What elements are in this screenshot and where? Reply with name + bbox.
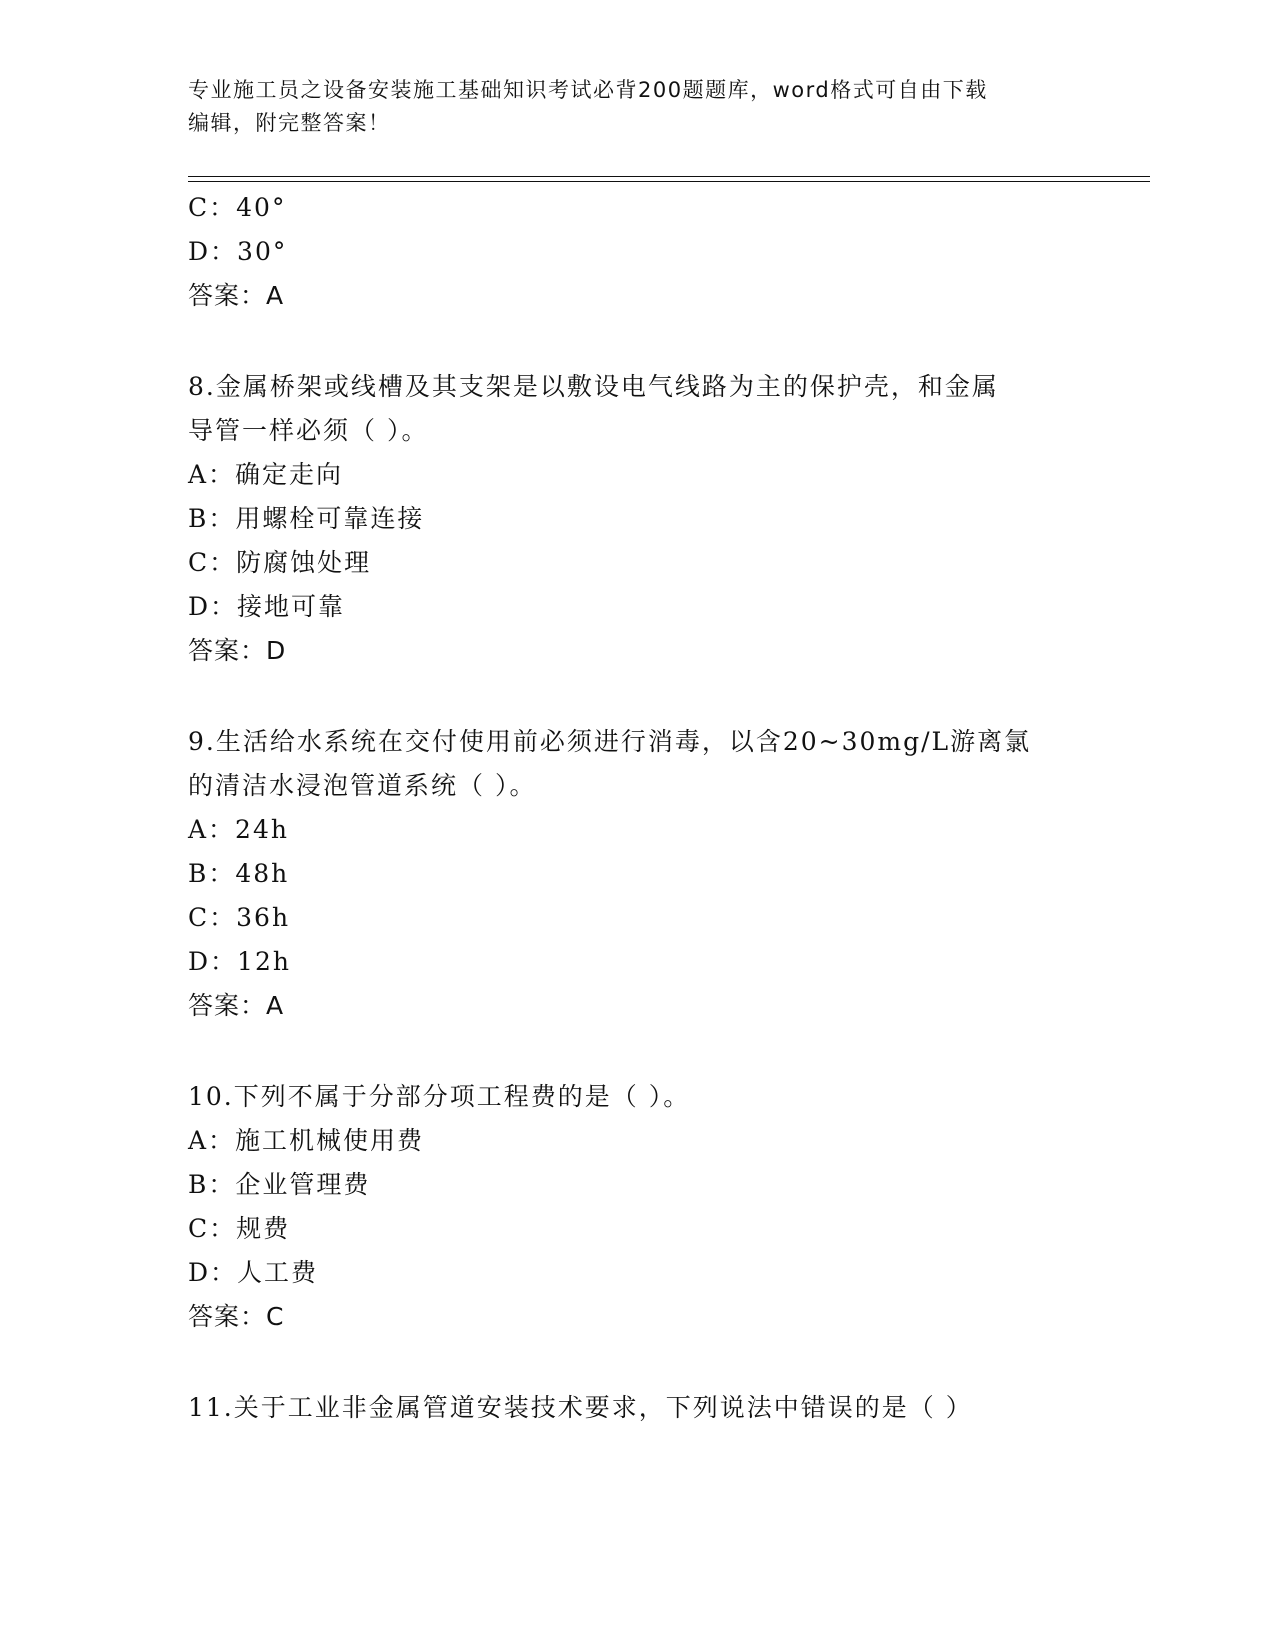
q8-text-line-1: 8.金属桥架或线槽及其支架是以敷设电气线路为主的保护壳，和金属 — [188, 372, 999, 401]
q11-text-line-1: 11.关于工业非金属管道安装技术要求，下列说法中错误的是（ ） — [188, 1393, 973, 1422]
partial-answer: 答案：A — [188, 281, 285, 310]
q9-answer: 答案：A — [188, 991, 285, 1020]
q9-text-line-2: 的清洁水浸泡管道系统（ ）。 — [188, 771, 537, 800]
q9-option-c: C：36h — [188, 903, 291, 932]
q10-text-line-1: 10.下列不属于分部分项工程费的是（ ）。 — [188, 1082, 691, 1111]
q8-option-b: B：用螺栓可靠连接 — [188, 504, 425, 533]
q10-answer: 答案：C — [188, 1302, 285, 1331]
q8-answer: 答案：D — [188, 636, 287, 665]
document-header — [188, 74, 1088, 140]
header-line-1: 专业施工员之设备安装施工基础知识考试必背200题题库，word格式可自由下载 — [188, 78, 988, 102]
q10-option-c: C：规费 — [188, 1214, 291, 1243]
q10-option-b: B：企业管理费 — [188, 1170, 371, 1199]
header-line-2: 编辑，附完整答案！ — [188, 111, 391, 135]
header-divider-bottom — [188, 181, 1150, 182]
q9-text-line-1: 9.生活给水系统在交付使用前必须进行消毒，以含20~30mg/L游离氯 — [188, 727, 1032, 756]
q8-option-a: A：确定走向 — [188, 460, 344, 489]
partial-option-c: C：40° — [188, 193, 287, 222]
q9-option-d: D：12h — [188, 947, 291, 976]
q8-option-d: D：接地可靠 — [188, 592, 346, 621]
q9-option-b: B：48h — [188, 859, 290, 888]
q10-option-a: A：施工机械使用费 — [188, 1126, 425, 1155]
header-divider-top — [188, 176, 1150, 177]
q8-option-c: C：防腐蚀处理 — [188, 548, 372, 577]
q9-option-a: A：24h — [188, 815, 289, 844]
partial-option-d: D：30° — [188, 237, 288, 266]
q10-option-d: D：人工费 — [188, 1258, 319, 1287]
q8-text-line-2: 导管一样必须（ ）。 — [188, 416, 429, 445]
